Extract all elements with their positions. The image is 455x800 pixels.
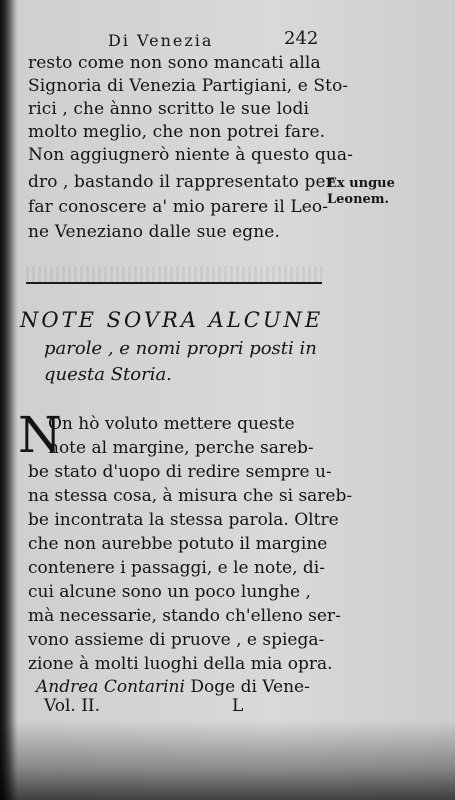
section-heading: NOTE SOVRA ALCUNE: [20, 308, 324, 332]
text-line: resto come non sono mancati alla: [28, 53, 321, 73]
marginal-note: Leonem.: [327, 192, 390, 207]
body-line: On hò voluto mettere queste: [48, 414, 295, 434]
body-line: mà necessarie, stando ch'elleno ser-: [28, 606, 341, 626]
body-line: contenere i passaggi, e le note, di-: [28, 558, 325, 578]
body-line: vono assieme di pruove , e spiega-: [28, 630, 325, 650]
section-heading-line: questa Storia.: [44, 364, 172, 385]
marginal-note: Ex ungue: [327, 176, 395, 191]
body-line: cui alcune sono un poco lunghe ,: [28, 582, 311, 602]
drop-cap: N: [18, 406, 62, 464]
text-line: far conoscere a' mio parere il Leo-: [28, 197, 329, 217]
page-number: 242: [284, 28, 319, 49]
body-line: note al margine, perche sareb-: [48, 438, 314, 458]
body-line: be stato d'uopo di redire sempre u-: [28, 462, 332, 482]
text-line: Non aggiugnerò niente à questo qua-: [28, 145, 353, 165]
catchword-line: [36, 676, 310, 698]
text-line: ne Veneziano dalle sue egne.: [28, 222, 280, 242]
section-heading-line: parole , e nomi propri posti in: [44, 338, 317, 359]
text-line: rici , che ànno scritto le sue lodi: [28, 99, 309, 119]
catchword-italic: Andrea Contarini: [36, 677, 185, 697]
binding-shadow: [0, 0, 18, 800]
body-line: che non aurebbe potuto il margine: [28, 534, 328, 554]
page-bottom-shadow: [0, 720, 455, 800]
text-line: molto meglio, che non potrei fare.: [28, 122, 326, 142]
text-line: Signoria di Venezia Partigiani, e Sto-: [28, 76, 349, 96]
running-head: Di Venezia: [108, 31, 214, 50]
body-line: be incontrata la stessa parola. Oltre: [28, 510, 339, 530]
body-line: na stessa cosa, à misura che si sareb-: [28, 486, 353, 506]
catchword-rest: Doge di Vene-: [190, 677, 310, 697]
text-line: dro , bastando il rappresentato per: [28, 172, 334, 192]
body-line: zione à molti luoghi della mia opra.: [28, 654, 333, 674]
volume-mark: Vol. II.: [44, 696, 101, 716]
section-rule: [26, 282, 322, 284]
signature-mark: L: [232, 696, 244, 716]
ornament-shade: [26, 266, 322, 282]
